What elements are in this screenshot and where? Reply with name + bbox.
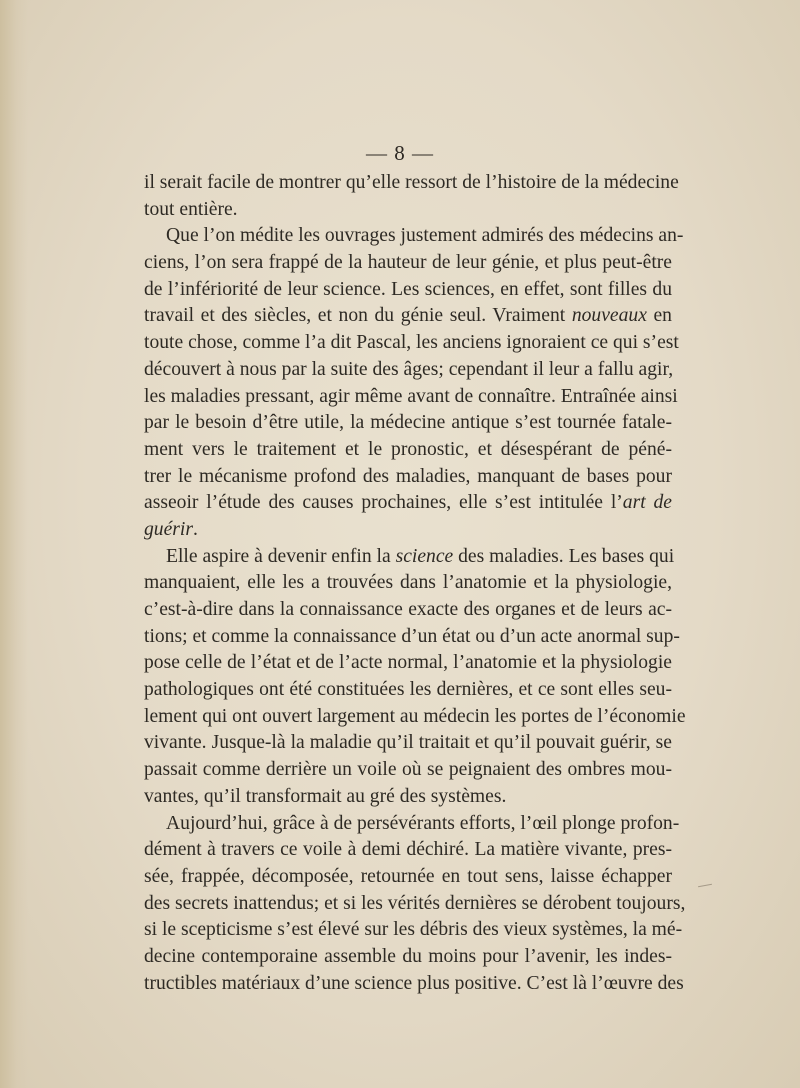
text-line: par le besoin d’être utile, la médecine antique s’est tournée fatale- <box>144 412 672 434</box>
text-line: decine contemporaine assemble du moins pour l’avenir, les indes- <box>144 945 672 967</box>
text-line: découvert à nous par la suite des âges; cependant il leur a fallu agir, <box>144 358 674 380</box>
text-line: tout entière. <box>144 198 238 220</box>
text-line: les maladies pressant, agir même avant de connaître. Entraînée ainsi <box>144 385 678 407</box>
text-segment: . <box>192 518 198 540</box>
italic-text: art de <box>622 492 672 514</box>
text-line: passait comme derrière un voile où se peignaient des ombres mou- <box>144 759 672 781</box>
text-line: manquaient, elle les a trouvées dans l’anatomie et la physiologie, <box>144 572 672 594</box>
text-line: toute chose, comme l’a dit Pascal, les anciens ignoraient ce qui s’est <box>144 332 679 354</box>
text-segment: en <box>646 305 672 327</box>
text-line: tions; et comme la connaissance d’un état ou d’un acte anormal sup- <box>144 625 680 647</box>
text-segment: des maladies. Les bases qui <box>453 545 675 567</box>
italic-text: guérir <box>144 518 193 540</box>
text-line: c’est-à-dire dans la connaissance exacte des organes et de leurs ac- <box>144 599 672 620</box>
text-segment: asseoir l’étude des causes prochaines, elle s’est intitulée l’ <box>144 492 623 514</box>
text-line <box>144 303 672 330</box>
italic-text: nouveaux <box>571 305 647 327</box>
text-line: vivante. Jusque-là la maladie qu’il traitait et qu’il pouvait guérir, se <box>144 732 672 754</box>
text-line: si le scepticisme s’est élevé sur les débris des vieux systèmes, la mé- <box>144 919 683 941</box>
text-line: lement qui ont ouvert largement au médecin les portes de l’économie <box>144 705 686 727</box>
text-line <box>144 490 672 517</box>
text-line <box>144 517 672 544</box>
text-line: pose celle de l’état et de l’acte normal, l’anatomie et la physiologie <box>144 652 672 674</box>
text-line: ciens, l’on sera frappé de la hauteur de leur génie, et plus peut-être <box>144 252 672 274</box>
text-line: ment vers le traitement et le pronostic, et désespérant de péné- <box>144 438 672 460</box>
text-line: Que l’on médite les ouvrages justement admirés des médecins an- <box>166 225 684 247</box>
text-line: pathologiques ont été constituées les dernières, et ce sont elles seu- <box>144 679 672 701</box>
italic-text: science <box>395 545 454 567</box>
page-number: — 8 — <box>366 141 434 165</box>
text-line: dément à travers ce voile à demi déchiré. La matière vivante, pres- <box>144 839 672 861</box>
text-line: de l’infériorité de leur science. Les sciences, en effet, sont filles du <box>144 278 672 300</box>
text-line: Aujourd’hui, grâce à de persévérants efforts, l’œil plonge profon- <box>166 812 680 834</box>
text-line <box>144 544 675 571</box>
body-text <box>144 170 686 997</box>
margin-mark <box>698 884 712 887</box>
text-line: sée, frappée, décomposée, retournée en tout sens, laisse échapper <box>144 865 672 887</box>
text-segment: Elle aspire à devenir enfin la <box>166 545 396 567</box>
text-line: des secrets inattendus; et si les vérités dernières se dérobent toujours, <box>144 892 686 914</box>
text-segment: travail et des siècles, et non du génie seul. Vraiment <box>144 305 572 327</box>
text-line: trer le mécanisme profond des maladies, manquant de bases pour <box>144 465 672 487</box>
text-line: tructibles matériaux d’une science plus positive. C’est là l’œuvre des <box>144 972 684 994</box>
text-line: vantes, qu’il transformait au gré des systèmes. <box>144 785 507 807</box>
text-line: il serait facile de montrer qu’elle ressort de l’histoire de la médecine <box>144 172 679 193</box>
